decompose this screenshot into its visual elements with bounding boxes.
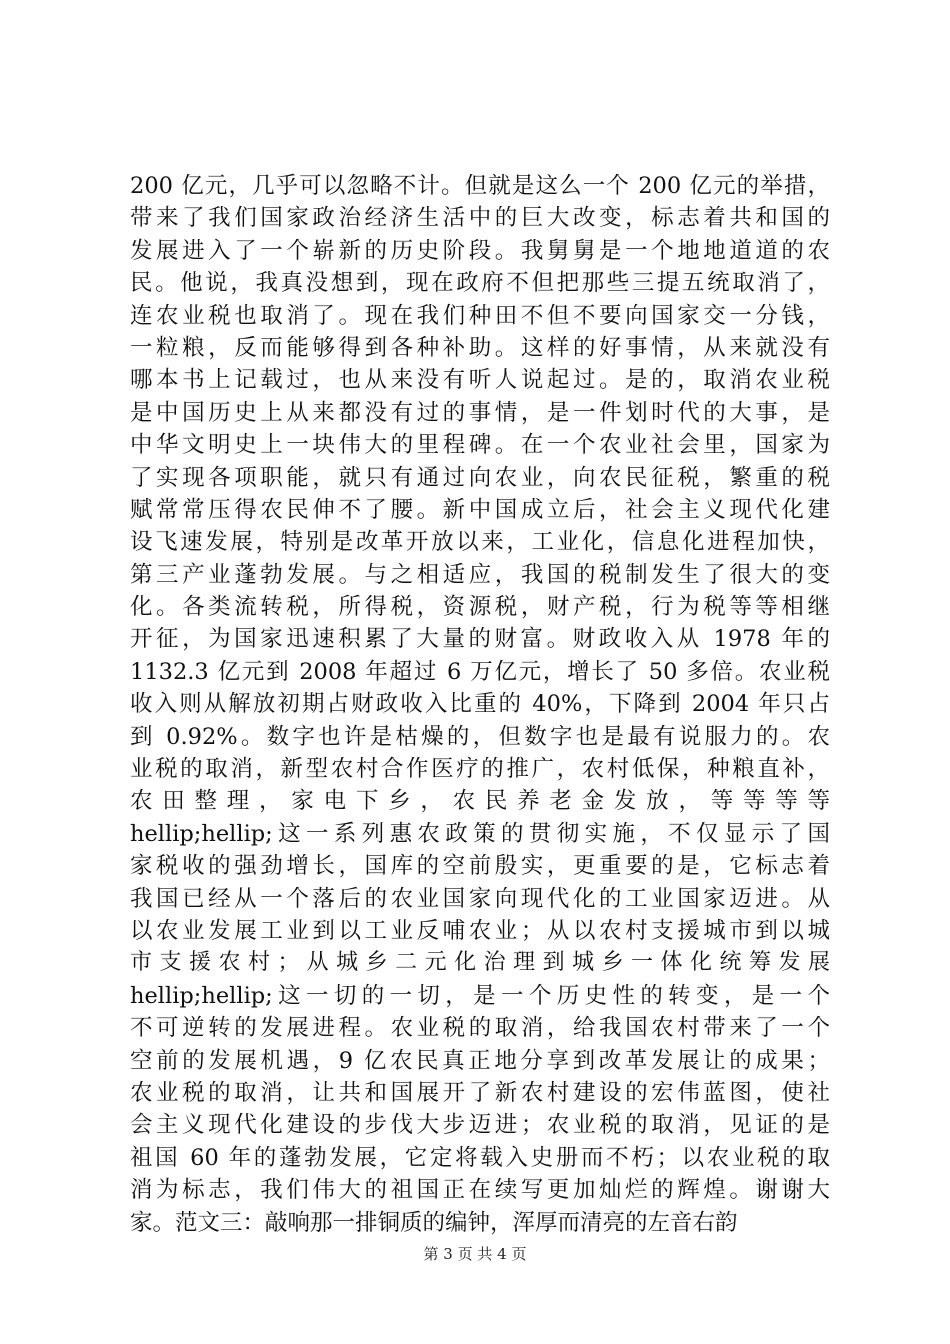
body-line: 哪本书上记载过，也从来没有听人说起过。是的，取消农业税 [130, 367, 830, 394]
body-line: 家。范文三：敲响那一排铜质的编钟，浑厚而清亮的左音右韵 [130, 1209, 738, 1236]
body-line: 到 0.92%。数字也许是枯燥的，但数字也是最有说服力的。农 [130, 723, 830, 750]
body-line: hellip;hellip;这一切的一切，是一个历史性的转变，是一个 [130, 982, 830, 1009]
body-line: 赋常常压得农民伸不了腰。新中国成立后，社会主义现代化建 [130, 496, 830, 523]
page-footer [0, 1243, 950, 1264]
body-line: 会主义现代化建设的步伐大步迈进；农业税的取消，见证的是 [130, 1112, 830, 1139]
body-line: 中华文明史上一块伟大的里程碑。在一个农业社会里，国家为 [130, 432, 830, 459]
body-line: 了实现各项职能，就只有通过向农业，向农民征税，繁重的税 [130, 464, 830, 491]
body-line: 农业税的取消，让共和国展开了新农村建设的宏伟蓝图，使社 [130, 1079, 830, 1106]
body-line: 消为标志，我们伟大的祖国正在续写更加灿烂的辉煌。谢谢大 [130, 1177, 830, 1204]
body-line: 1132.3 亿元到 2008 年超过 6 万亿元，增长了 50 多倍。农业税 [130, 658, 830, 685]
body-line: 发展进入了一个崭新的历史阶段。我舅舅是一个地地道道的农 [130, 237, 830, 264]
body-line: 不可逆转的发展进程。农业税的取消，给我国农村带来了一个 [130, 1015, 830, 1042]
body-line: 第三产业蓬勃发展。与之相适应，我国的税制发生了很大的变 [130, 561, 830, 588]
body-line: 农 田 整 理 ， 家 电 下 乡 ， 农 民 养 老 金 发 放 ， 等 等 等 等 [130, 788, 830, 815]
body-line: 是中国历史上从来都没有过的事情，是一件划时代的大事，是 [130, 399, 830, 426]
body-line: 祖国 60 年的蓬勃发展，它定将载入史册而不朽；以农业税的取 [130, 1144, 830, 1171]
body-line: 我国已经从一个落后的农业国家向现代化的工业国家迈进。从 [130, 885, 830, 912]
body-line: 一粒粮，反而能够得到各种补助。这样的好事情，从来就没有 [130, 334, 830, 361]
body-line: 业税的取消，新型农村合作医疗的推广，农村低保，种粮直补， [130, 756, 830, 783]
body-line: 连农业税也取消了。现在我们种田不但不要向国家交一分钱， [130, 302, 830, 329]
body-line: 200 亿元，几乎可以忽略不计。但就是这么一个 200 亿元的举措， [130, 173, 830, 199]
body-line: 设飞速发展，特别是改革开放以来，工业化，信息化进程加快， [130, 529, 830, 556]
body-line: 民。他说，我真没想到，现在政府不但把那些三提五统取消了， [130, 270, 830, 297]
body-line: 带来了我们国家政治经济生活中的巨大改变，标志着共和国的 [130, 205, 830, 232]
body-line: 空前的发展机遇，9 亿农民真正地分享到改革发展让的成果； [130, 1047, 830, 1074]
body-text [130, 170, 830, 1239]
body-line: 化。各类流转税，所得税，资源税，财产税，行为税等等相继 [130, 594, 830, 621]
body-line: 收入则从解放初期占财政收入比重的 40%，下降到 2004 年只占 [130, 691, 830, 718]
body-line: 以农业发展工业到以工业反哺农业；从以农村支援城市到以城 [130, 917, 830, 944]
body-line: 家税收的强劲增长，国库的空前殷实，更重要的是，它标志着 [130, 853, 830, 880]
body-line: 开征，为国家迅速积累了大量的财富。财政收入从 1978 年的 [130, 626, 830, 653]
body-line: 市 支 援 农 村 ； 从 城 乡 二 元 化 治 理 到 城 乡 一 体 化 统 筹 发 展 [130, 950, 830, 976]
page-number: 第 3 页 共 4 页 [423, 1245, 527, 1263]
body-line: hellip;hellip;这一系列惠农政策的贯彻实施，不仅显示了国 [130, 820, 830, 847]
